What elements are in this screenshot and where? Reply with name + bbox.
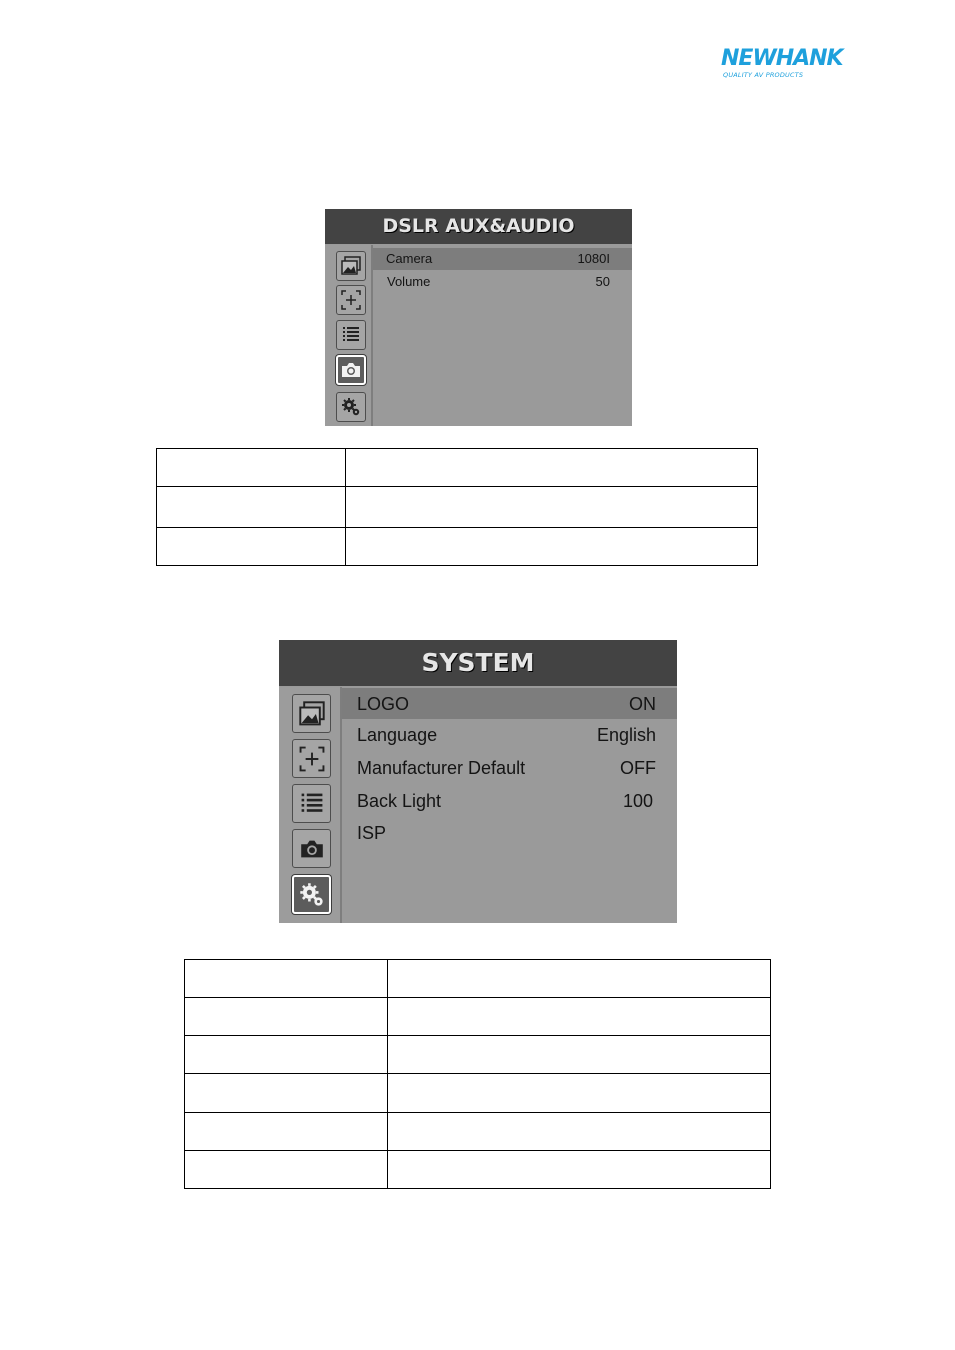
menu-item-label: LOGO	[357, 694, 410, 714]
table-cell	[388, 1036, 771, 1074]
menu-item-value: ON	[629, 694, 656, 714]
table-row	[185, 960, 771, 998]
menu-items	[373, 245, 632, 426]
table-cell	[346, 487, 758, 527]
table-cell	[157, 487, 346, 527]
menu-item-value: 50	[595, 274, 610, 289]
table-cell	[157, 449, 346, 487]
table-cell	[346, 449, 758, 487]
table-row	[157, 527, 758, 565]
table-row	[185, 1112, 771, 1150]
list-icon[interactable]	[292, 784, 331, 823]
menu-item-label: Back Light	[357, 791, 442, 811]
table-cell	[185, 960, 388, 998]
picture-icon[interactable]	[292, 694, 331, 733]
camera-icon[interactable]	[292, 829, 331, 868]
table-cell	[388, 1112, 771, 1150]
menu-item-value: OFF	[620, 758, 656, 778]
menu-item-camera[interactable]	[373, 248, 632, 270]
picture-icon[interactable]	[336, 251, 366, 281]
newhank-logo	[721, 46, 841, 82]
table-cell	[388, 1074, 771, 1112]
table-row	[185, 1036, 771, 1074]
menu-item-label: Manufacturer Default	[357, 758, 526, 778]
menu-item-label: Camera	[386, 251, 433, 266]
list-icon[interactable]	[336, 320, 366, 350]
table-row	[157, 487, 758, 527]
system-menu	[279, 640, 677, 923]
gears-icon[interactable]	[292, 875, 331, 914]
description-table	[156, 448, 758, 566]
table-cell	[185, 1036, 388, 1074]
menu-item-volume[interactable]	[373, 271, 632, 293]
menu-icon-rail	[279, 687, 342, 923]
table-cell	[157, 527, 346, 565]
menu-item-label: Volume	[387, 274, 431, 289]
table-row	[185, 998, 771, 1036]
logo-tagline: QUALITY AV PRODUCTS	[723, 71, 804, 79]
menu-item-value: 100	[622, 791, 653, 811]
menu-item-language[interactable]	[342, 721, 677, 752]
marker-icon[interactable]	[336, 285, 366, 315]
menu-icon-rail	[325, 245, 373, 426]
menu-title: DSLR AUX&AUDIO	[325, 209, 632, 244]
table-row	[157, 449, 758, 487]
menu-item-logo[interactable]	[342, 688, 677, 719]
description-table	[184, 959, 771, 1189]
table-cell	[185, 1074, 388, 1112]
logo-brand: NEWHANK	[721, 46, 843, 71]
menu-item-isp[interactable]	[342, 818, 677, 849]
table-cell	[185, 998, 388, 1036]
camera-icon[interactable]	[336, 355, 366, 385]
table-cell	[346, 527, 758, 565]
menu-items	[342, 687, 677, 923]
menu-item-back-light[interactable]	[342, 787, 677, 818]
dslr-aux-audio-menu	[325, 209, 632, 426]
menu-item-value: English	[596, 725, 656, 745]
table-cell	[185, 1112, 388, 1150]
menu-title: SYSTEM	[279, 640, 677, 686]
table-cell	[185, 1150, 388, 1188]
table-row	[185, 1150, 771, 1188]
marker-icon[interactable]	[292, 739, 331, 778]
table-row	[185, 1074, 771, 1112]
table-cell	[388, 1150, 771, 1188]
menu-item-manufacturer-default[interactable]	[342, 754, 677, 785]
menu-item-label: ISP	[357, 823, 387, 843]
table-cell	[388, 998, 771, 1036]
gears-icon[interactable]	[336, 392, 366, 422]
menu-item-label: Language	[357, 725, 438, 745]
table-cell	[388, 960, 771, 998]
menu-item-value: 1080I	[577, 251, 610, 266]
